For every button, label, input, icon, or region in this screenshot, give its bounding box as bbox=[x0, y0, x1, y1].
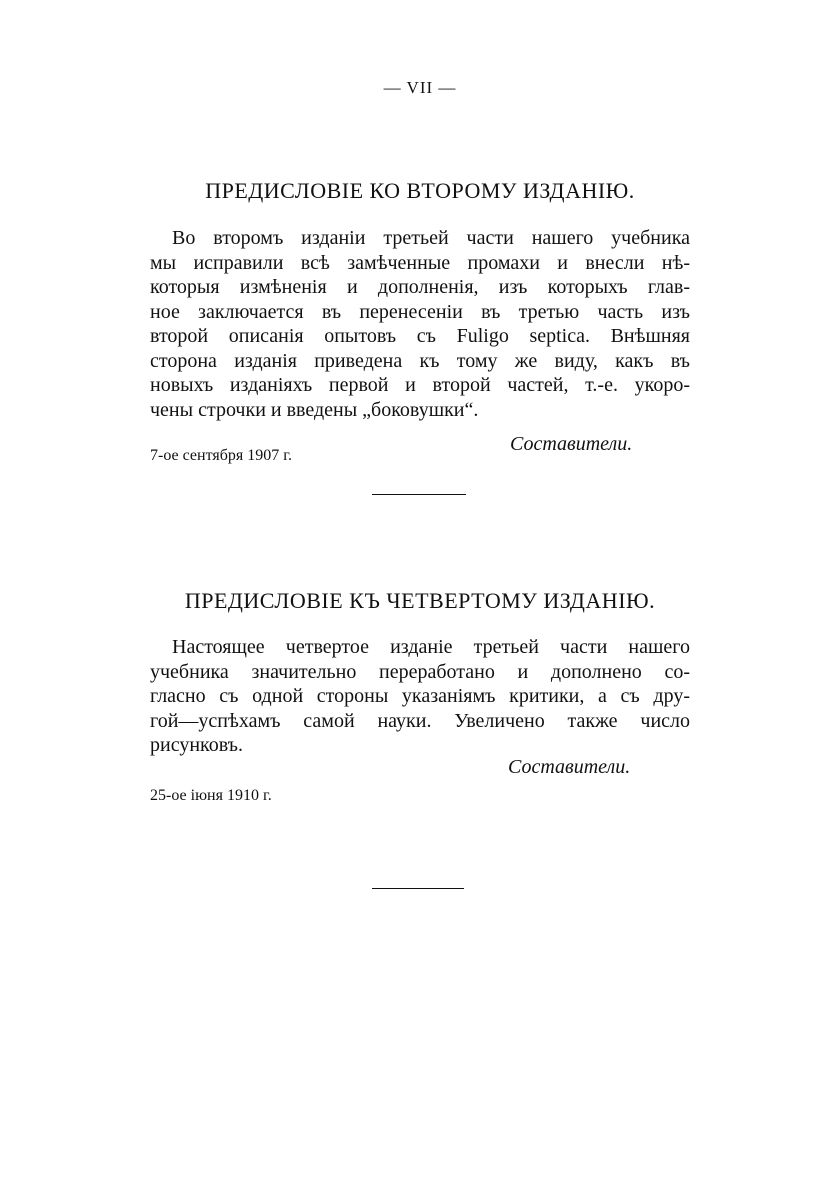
preface-second-line: которыя измѣненія и дополненія, изъ которыхъ глав- bbox=[150, 276, 690, 298]
preface-second-line: мы исправили всѣ замѣченные промахи и внесли нѣ- bbox=[150, 251, 690, 274]
preface-fourth-body bbox=[150, 635, 690, 758]
preface-fourth-title: ПРЕДИСЛОВІЕ КЪ ЧЕТВЕРТОМУ ИЗДАНІЮ. bbox=[184, 588, 656, 613]
preface-second-line: сторона изданія приведена къ тому же виду, какъ въ bbox=[150, 349, 690, 372]
preface-second-body bbox=[150, 226, 690, 422]
preface-second-line: ное заключается въ перенесеніи въ третью часть изъ bbox=[150, 300, 690, 323]
preface-second-date: 7-ое сентября 1907 г. bbox=[150, 447, 292, 464]
preface-second-title: ПРЕДИСЛОВІЕ КО ВТОРОМУ ИЗДАНІЮ. bbox=[205, 178, 635, 203]
preface-fourth-line: рисунковъ. bbox=[150, 734, 244, 756]
preface-second-line: второй описанія опытовъ съ Fuligo septica. Внѣшняя bbox=[150, 325, 690, 347]
preface-fourth-line: гой—успѣхамъ самой науки. Увеличено также число bbox=[150, 709, 690, 732]
section-divider bbox=[372, 494, 466, 495]
end-divider bbox=[372, 888, 464, 889]
preface-second-line: новыхъ изданіяхъ первой и второй частей, т.-е. укоро- bbox=[150, 374, 690, 396]
preface-second-line: Во второмъ изданіи третьей части нашего учебника bbox=[172, 227, 690, 249]
preface-fourth-date: 25-ое іюня 1910 г. bbox=[150, 787, 272, 804]
preface-second-line: чены строчки и введены „боковушки“. bbox=[150, 398, 479, 421]
preface-fourth-line: гласно съ одной стороны указаніямъ критики, а съ дру- bbox=[150, 685, 690, 707]
page-number: — VII — bbox=[383, 78, 457, 97]
preface-fourth-line: учебника значительно переработано и дополнено со- bbox=[150, 660, 690, 683]
preface-fourth-line: Настоящее четвертое изданіе третьей части нашего bbox=[172, 636, 690, 658]
preface-second-signature: Составители. bbox=[510, 433, 633, 455]
preface-fourth-signature: Составители. bbox=[508, 756, 631, 778]
